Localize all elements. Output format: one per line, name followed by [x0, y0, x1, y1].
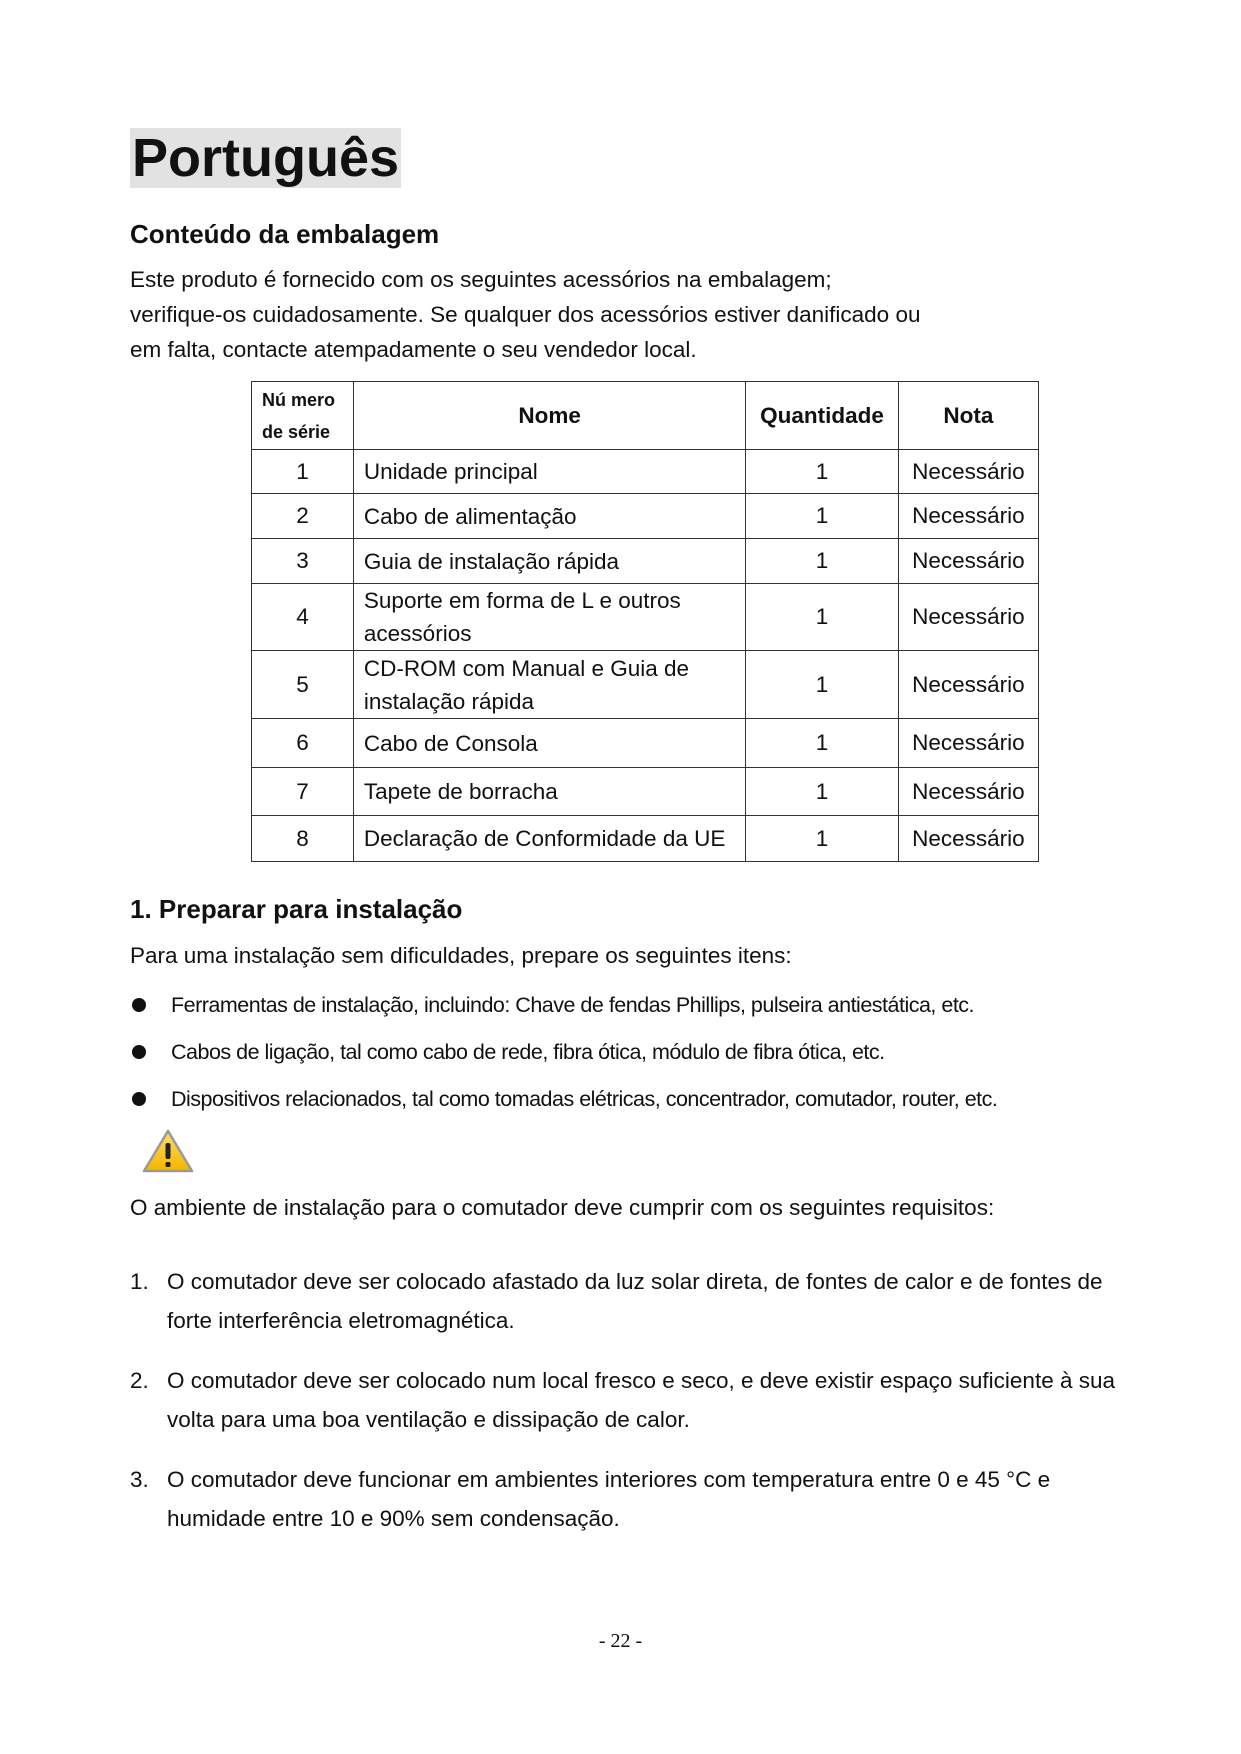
row-note: Necessário [898, 651, 1038, 719]
row-number: 2 [252, 494, 354, 539]
table-row [252, 768, 1039, 816]
requirement-number: 1. [130, 1269, 149, 1294]
package-intro [130, 262, 920, 367]
row-number: 8 [252, 816, 354, 862]
package-contents-heading: Conteúdo da embalagem [130, 219, 440, 249]
row-number: 4 [252, 584, 354, 651]
intro-line: em falta, contacte atempadamente o seu vendedor local. [130, 337, 697, 362]
requirement-number: 2. [130, 1368, 149, 1393]
row-name: Unidade principal [353, 450, 745, 494]
row-name: Cabo de alimentação [353, 494, 745, 539]
row-quantity: 1 [746, 651, 898, 719]
list-item: Dispositivos relacionados, tal como tomadas elétricas, concentrador, comutador, router, etc. [130, 1077, 997, 1124]
row-number: 5 [252, 651, 354, 719]
prepare-installation-heading: 1. Preparar para instalação [130, 894, 463, 924]
row-number: 3 [252, 539, 354, 584]
row-quantity: 1 [746, 539, 898, 584]
table-row [252, 494, 1039, 539]
row-name: Suporte em forma de L e outros acessórios [353, 584, 745, 651]
row-name: Tapete de borracha [353, 768, 745, 816]
environment-requirements-list [130, 1262, 1130, 1559]
bullet-dot-icon [132, 998, 146, 1012]
requirement-text: O comutador deve ser colocado num local fresco e seco, e deve existir espaço suficiente à sua volta para uma boa ventilação e dissipação de calor. [167, 1368, 1115, 1432]
environment-intro: O ambiente de instalação para o comutador deve cumprir com os seguintes requisitos: [130, 1195, 995, 1220]
warning-triangle-icon [142, 1128, 194, 1174]
table-row [252, 816, 1039, 862]
bullet-dot-icon [132, 1045, 146, 1059]
prepare-intro: Para uma instalação sem dificuldades, prepare os seguintes itens: [130, 943, 792, 968]
intro-line: Este produto é fornecido com os seguintes acessórios na embalagem; [130, 267, 832, 292]
row-note: Necessário [898, 816, 1038, 862]
list-item: Cabos de ligação, tal como cabo de rede, fibra ótica, módulo de fibra ótica, etc. [130, 1030, 997, 1077]
row-note: Necessário [898, 539, 1038, 584]
row-name: Declaração de Conformidade da UE [353, 816, 745, 862]
row-note: Necessário [898, 494, 1038, 539]
row-note: Necessário [898, 719, 1038, 768]
row-note: Necessário [898, 584, 1038, 651]
row-quantity: 1 [746, 584, 898, 651]
table-header-row [252, 382, 1039, 450]
row-number: 7 [252, 768, 354, 816]
package-contents-table [251, 381, 1039, 862]
row-number: 6 [252, 719, 354, 768]
header-name: Nome [353, 382, 745, 450]
list-item [130, 1262, 1130, 1340]
row-note: Necessário [898, 768, 1038, 816]
bullet-dot-icon [132, 1092, 146, 1106]
list-item [130, 1361, 1130, 1439]
row-number: 1 [252, 450, 354, 494]
table-row [252, 719, 1039, 768]
row-name: CD-ROM com Manual e Guia de instalação rápida [353, 651, 745, 719]
page-number: - 22 - [598, 1630, 643, 1652]
header-quantity: Quantidade [746, 382, 898, 450]
requirement-number: 3. [130, 1467, 149, 1492]
intro-line: verifique-os cuidadosamente. Se qualquer dos acessórios estiver danificado ou [130, 302, 921, 327]
language-title: Português [132, 128, 400, 188]
table-row [252, 539, 1039, 584]
list-item: Ferramentas de instalação, incluindo: Chave de fendas Phillips, pulseira antiestática, etc. [130, 983, 997, 1030]
row-note: Necessário [898, 450, 1038, 494]
requirement-text: O comutador deve ser colocado afastado da luz solar direta, de fontes de calor e de fontes de forte interferência eletromagnética. [167, 1269, 1103, 1333]
row-name: Cabo de Consola [353, 719, 745, 768]
row-quantity: 1 [746, 816, 898, 862]
header-serial-number: Nú mero de série [252, 382, 354, 450]
requirement-text: O comutador deve funcionar em ambientes interiores com temperatura entre 0 e 45 °C e humidade entre 10 e 90% sem condensação. [167, 1467, 1051, 1531]
row-quantity: 1 [746, 719, 898, 768]
prepare-items-list [130, 983, 997, 1124]
table-row [252, 584, 1039, 651]
table-row [252, 651, 1039, 719]
list-item [130, 1460, 1130, 1538]
row-quantity: 1 [746, 768, 898, 816]
header-note: Nota [898, 382, 1038, 450]
row-name: Guia de instalação rápida [353, 539, 745, 584]
row-quantity: 1 [746, 494, 898, 539]
table-row [252, 450, 1039, 494]
row-quantity: 1 [746, 450, 898, 494]
